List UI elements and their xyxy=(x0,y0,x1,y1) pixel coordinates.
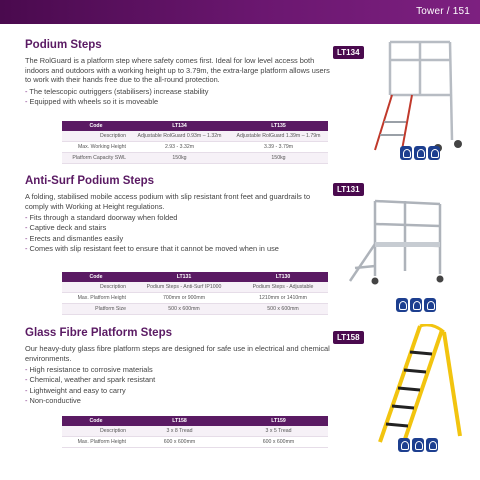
table-header-row xyxy=(62,272,328,282)
table-cell: Max. Platform Height xyxy=(62,437,130,448)
hard-hat-icon xyxy=(398,438,410,452)
glass-fibre-steps-image xyxy=(360,324,470,444)
list-item: - Erects and dismantles easily xyxy=(25,234,330,244)
ppe-icons xyxy=(398,438,438,452)
safety-boots-icon xyxy=(426,438,438,452)
table-cell: 1210mm or 1410mm xyxy=(238,293,328,304)
table-cell: Max. Platform Height xyxy=(62,293,130,304)
feature-list xyxy=(25,365,330,406)
podium-step-image xyxy=(340,40,470,155)
list-item: - Equipped with wheels so it is moveable xyxy=(25,97,330,107)
table-cell: 3 x 5 Tread xyxy=(229,426,328,437)
table-cell: Max. Working Height xyxy=(62,142,130,153)
list-item: - Fits through a standard doorway when folded xyxy=(25,213,330,223)
page-label: Tower / 151 xyxy=(416,6,470,17)
table-row xyxy=(62,293,328,304)
table-header: LT131 xyxy=(130,272,238,282)
section-intro: Our heavy-duty glass fibre platform steps are designed for safe use in electrical and chemical environments. xyxy=(25,344,330,363)
section-intro: The RolGuard is a platform step where safety comes first. Ideal for low level access both indoors and outdoors with a working height up to 3.79m, the extra-large platform allows users to work with their hands free due to the all-round protection. xyxy=(25,56,330,85)
table-row xyxy=(62,437,328,448)
table-row xyxy=(62,426,328,437)
feature-list xyxy=(25,87,330,108)
table-header: Code xyxy=(62,121,130,131)
hard-hat-icon xyxy=(400,146,412,160)
spec-table xyxy=(62,416,328,448)
list-item: - The telescopic outriggers (stabilisers) increase stability xyxy=(25,87,330,97)
feature-list xyxy=(25,213,330,254)
section-podium-steps xyxy=(25,38,330,107)
list-item: - Lightweight and easy to carry xyxy=(25,386,330,396)
table-row xyxy=(62,304,328,315)
list-item: - Non-conductive xyxy=(25,396,330,406)
section-intro: A folding, stabilised mobile access podium with slip resistant front feet and guardrails to comply with Working at Height regulations. xyxy=(25,192,311,211)
table-row xyxy=(62,131,328,142)
table-row xyxy=(62,282,328,293)
section-title: Glass Fibre Platform Steps xyxy=(25,327,172,339)
section-glass-fibre-platform-steps xyxy=(25,326,330,406)
table-header: LT130 xyxy=(238,272,328,282)
product-code-badge: LT134 xyxy=(333,46,364,59)
list-item: - High resistance to corrosive materials xyxy=(25,365,330,375)
table-header: LT134 xyxy=(130,121,229,131)
table-cell: Platform Capacity SWL xyxy=(62,153,130,164)
table-cell: 150kg xyxy=(229,153,328,164)
table-cell: Platform Size xyxy=(62,304,130,315)
ppe-icons xyxy=(396,298,436,312)
table-header: Code xyxy=(62,416,130,426)
product-code-badge: LT158 xyxy=(333,331,364,344)
safety-boots-icon xyxy=(428,146,440,160)
header-bar xyxy=(0,0,480,24)
ppe-icons xyxy=(400,146,440,160)
table-cell: Description xyxy=(62,426,130,437)
table-cell: 500 x 600mm xyxy=(238,304,328,315)
table-cell: Description xyxy=(62,282,130,293)
table-cell: Podium Steps - Adjustable xyxy=(238,282,328,293)
table-cell: Adjustable RolGuard 1.39m – 1.79m xyxy=(229,131,328,142)
table-header: LT158 xyxy=(130,416,229,426)
table-cell: Description xyxy=(62,131,130,142)
list-item: - Comes with slip resistant feet to ensure that it cannot be moved when in use xyxy=(25,244,330,254)
table-cell: 3.39 - 3.79m xyxy=(229,142,328,153)
table-cell: Adjustable RolGuard 0.93m – 1.32m xyxy=(130,131,229,142)
table-cell: 3 x 8 Tread xyxy=(130,426,229,437)
table-cell: 500 x 600mm xyxy=(130,304,238,315)
spec-table xyxy=(62,272,328,315)
table-row xyxy=(62,153,328,164)
table-header: LT159 xyxy=(229,416,328,426)
list-item: - Chemical, weather and spark resistant xyxy=(25,375,330,385)
section-title: Podium Steps xyxy=(25,39,102,51)
table-cell: 2.93 - 3.32m xyxy=(130,142,229,153)
table-row xyxy=(62,142,328,153)
hard-hat-icon xyxy=(396,298,408,312)
gloves-icon xyxy=(410,298,422,312)
spec-table xyxy=(62,121,328,164)
section-title: Anti-Surf Podium Steps xyxy=(25,175,155,187)
table-header-row xyxy=(62,121,328,131)
table-header-row xyxy=(62,416,328,426)
safety-boots-icon xyxy=(424,298,436,312)
product-code-badge: LT131 xyxy=(333,183,364,196)
list-item: - Captive deck and stairs xyxy=(25,223,330,233)
table-cell: 700mm or 900mm xyxy=(130,293,238,304)
table-header: Code xyxy=(62,272,130,282)
table-header: LT135 xyxy=(229,121,328,131)
table-cell: 600 x 600mm xyxy=(130,437,229,448)
anti-surf-podium-image xyxy=(345,196,470,291)
table-cell: 600 x 600mm xyxy=(229,437,328,448)
table-cell: Podium Steps - Anti-Surf IP1000 xyxy=(130,282,238,293)
gloves-icon xyxy=(414,146,426,160)
gloves-icon xyxy=(412,438,424,452)
section-anti-surf-podium-steps xyxy=(25,174,330,254)
table-cell: 150kg xyxy=(130,153,229,164)
